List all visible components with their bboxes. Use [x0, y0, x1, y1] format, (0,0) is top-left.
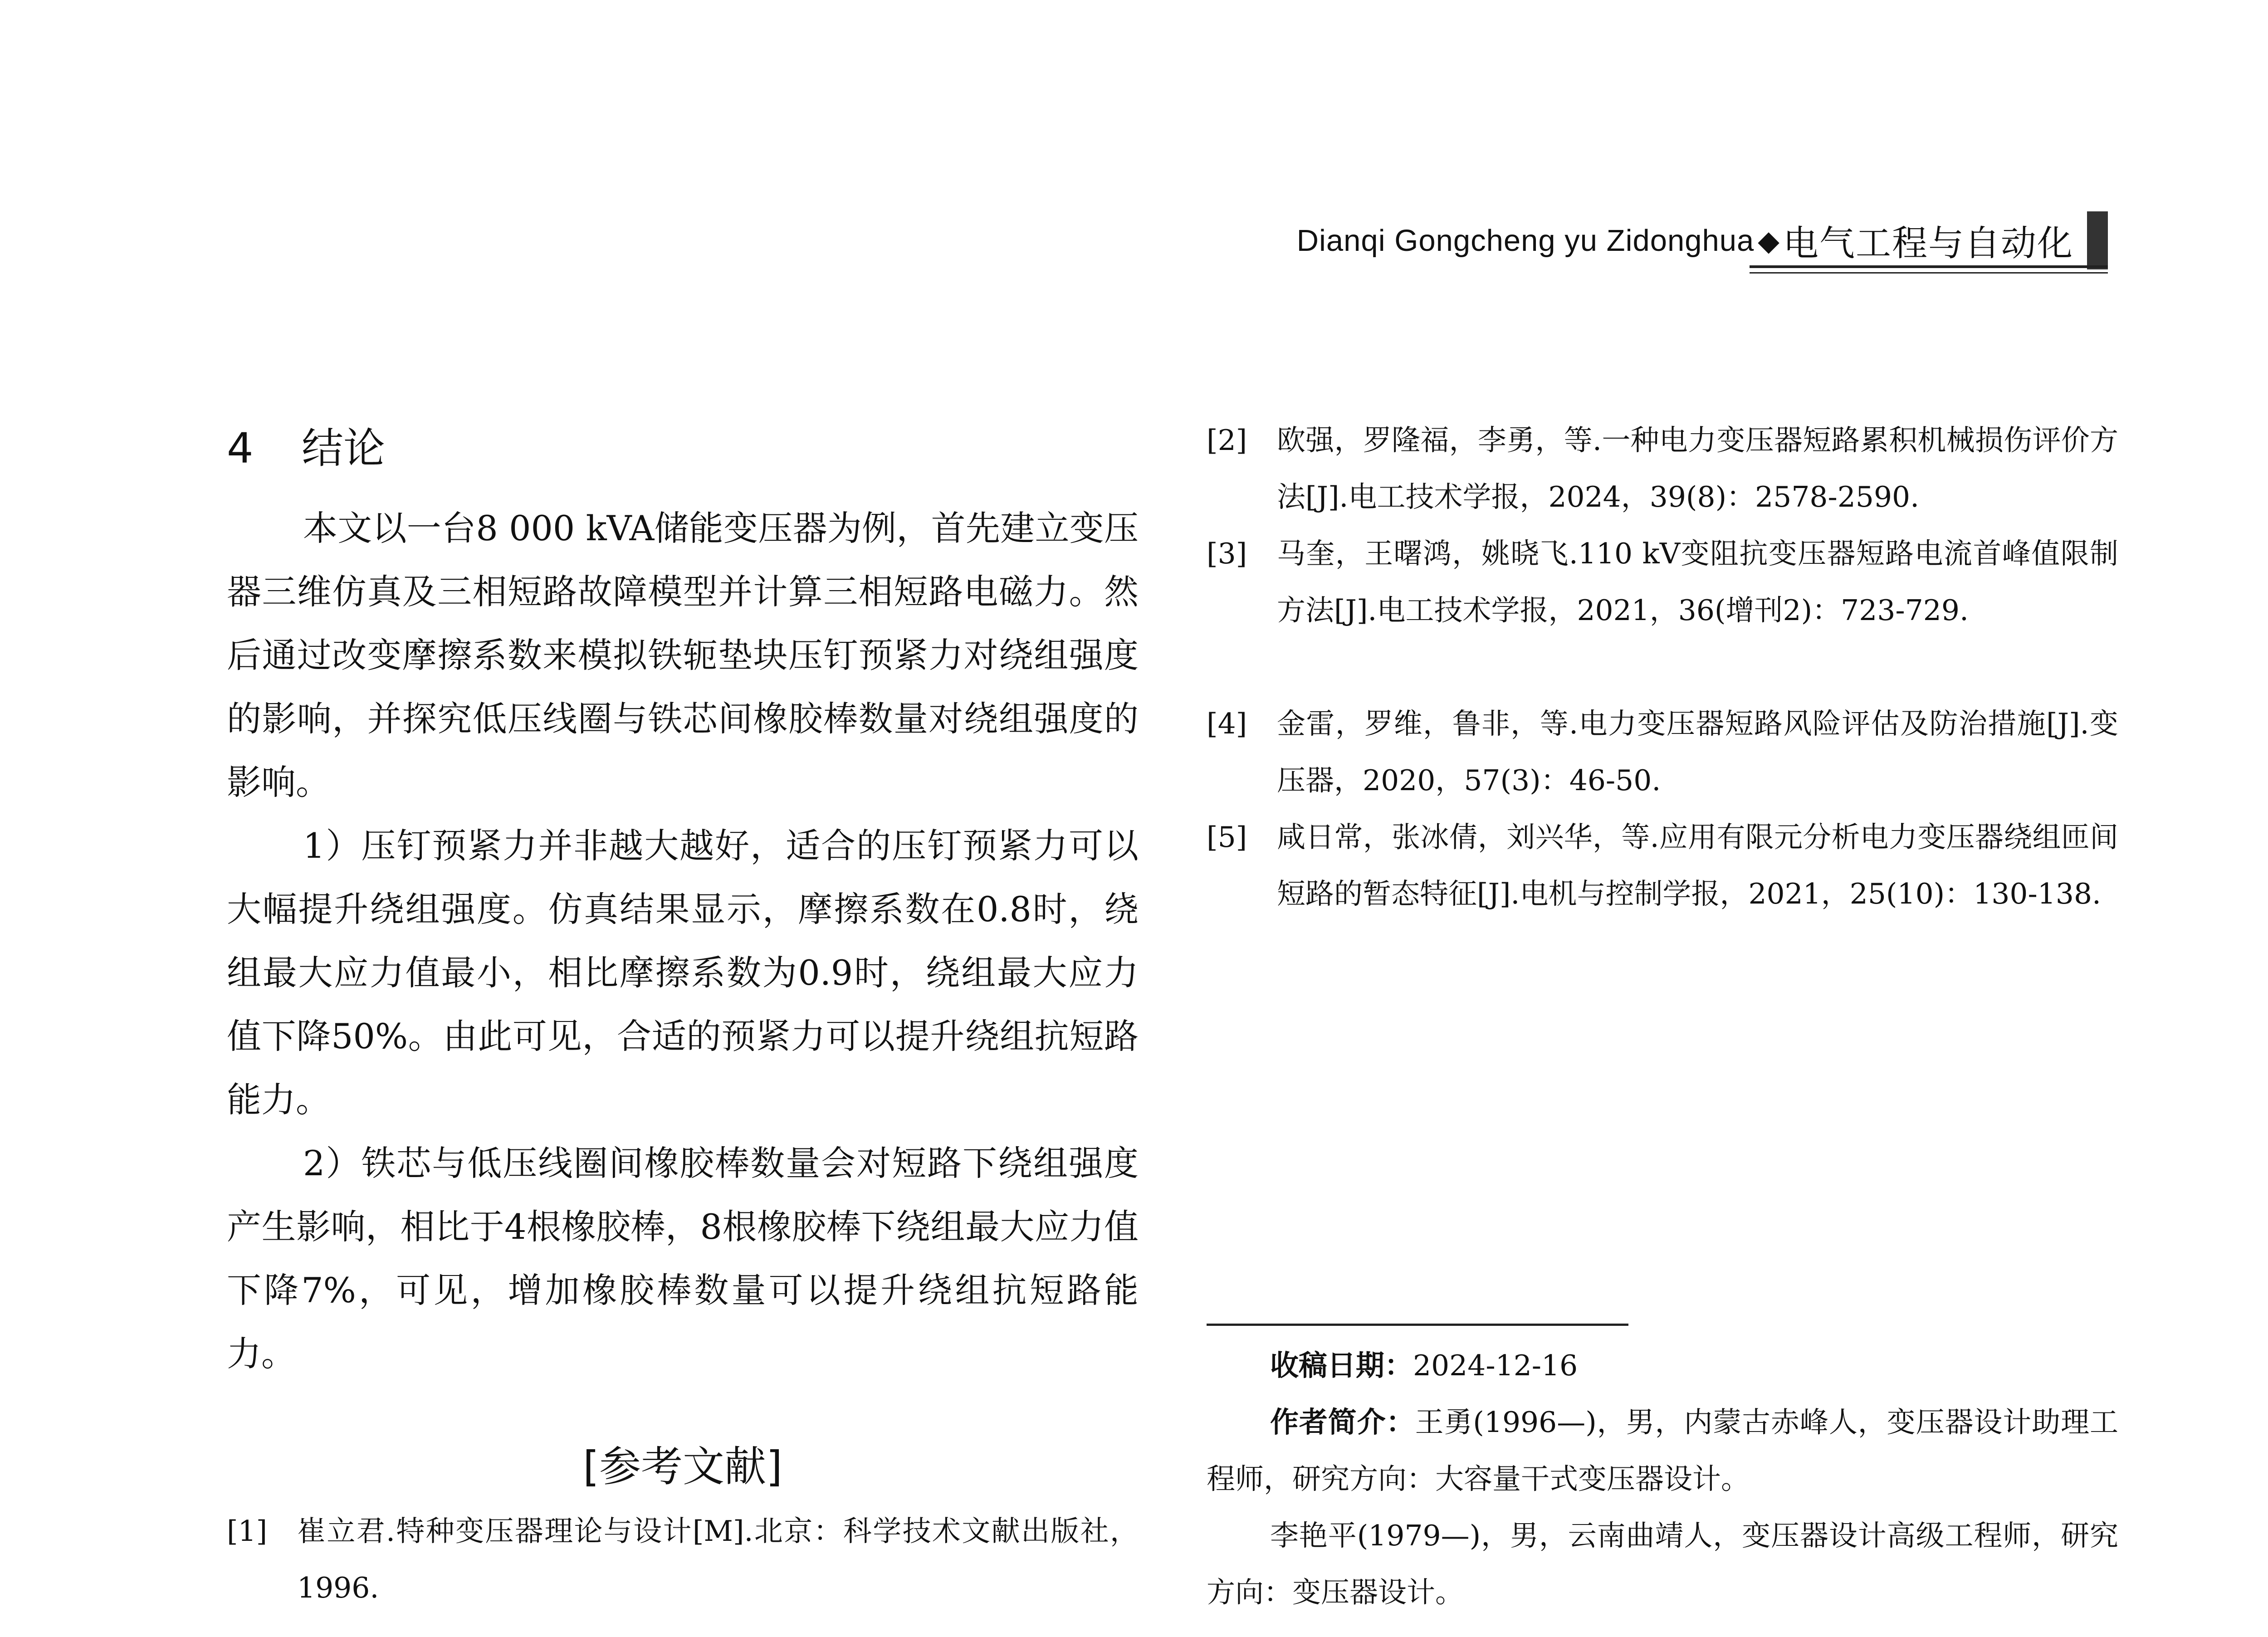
reference-item: [227, 1503, 1139, 1616]
header-rule-thin: [1750, 272, 2108, 274]
reference-number: [2]: [1207, 424, 1247, 457]
reference-item: [1207, 695, 2118, 809]
author-bio-1: [1207, 1394, 2118, 1507]
conclusion-paragraph-1: 1）压钉预紧力并非越大越好，适合的压钉预紧力可以大幅提升绕组强度。仿真结果显示，摩擦系数在0.8时，绕组最大应力值最小，相比摩擦系数为0.9时，绕组最大应力值下降50%。由此可见，合适的预紧力可以提升绕组抗短路能力。: [227, 826, 1139, 1120]
reference-item: [1207, 525, 2118, 639]
conclusion-paragraph-intro: 本文以一台8 000 kVA储能变压器为例，首先建立变压器三维仿真及三相短路故障模型并计算三相短路电磁力。然后通过改变摩擦系数来模拟铁轭垫块压钉预紧力对绕组强度的影响，并探究低压线圈与铁芯间橡胶棒数量对绕组强度的影响。: [227, 508, 1139, 802]
reference-item: [1207, 412, 2118, 525]
received-date: [1207, 1337, 2118, 1394]
reference-text: 马奎，王曙鸿，姚晓飞.110 kV变阻抗变压器短路电流首峰值限制方法[J].电工技术学报，2021，36(增刊2)：723-729.: [1277, 537, 2118, 627]
section-heading: [227, 415, 385, 475]
section-number: 4: [227, 424, 254, 473]
received-value: 2024-12-16: [1413, 1349, 1578, 1382]
author-bio-2: 李艳平(1979—)，男，云南曲靖人，变压器设计高级工程师，研究方向：变压器设计。: [1207, 1519, 2118, 1609]
author-label: 作者简介：: [1270, 1406, 1415, 1439]
section-title: 结论: [302, 424, 386, 473]
header-rule-thick: [1750, 265, 2108, 268]
diamond-icon: ◆: [1758, 224, 1779, 257]
author-bio-1-text: 王勇(1996—)，男，内蒙古赤峰人，变压器设计助理工程师，研究方向：大容量干式变压器设计。: [1207, 1406, 2118, 1495]
running-header: [1297, 213, 2108, 268]
reference-number: [5]: [1207, 821, 1247, 854]
reference-text: 崔立君.特种变压器理论与设计[M].北京：科学技术文献出版社，1996.: [297, 1515, 1139, 1604]
footnote-rule: [1207, 1324, 1628, 1326]
reference-number: [1]: [227, 1515, 268, 1548]
journal-name-chinese: 电气工程与自动化: [1783, 223, 2073, 264]
reference-item: [1207, 809, 2118, 922]
header-block-bar: [2087, 211, 2108, 269]
journal-name-latin: Dianqi Gongcheng yu Zidonghua: [1296, 223, 1755, 258]
references-heading: [参考文献]: [583, 1442, 782, 1491]
reference-text: 金雷，罗维，鲁非，等.电力变压器短路风险评估及防治措施[J].变压器，2020，57(3)：46-50.: [1277, 707, 2118, 797]
received-label: 收稿日期：: [1270, 1349, 1413, 1382]
reference-number: [4]: [1207, 707, 1247, 740]
reference-number: [3]: [1207, 537, 1247, 570]
reference-text: 咸日常，张冰倩，刘兴华，等.应用有限元分析电力变压器绕组匝间短路的暂态特征[J].电机与控制学报，2021，25(10)：130-138.: [1277, 821, 2118, 910]
conclusion-paragraph-2: 2）铁芯与低压线圈间橡胶棒数量会对短路下绕组强度产生影响，相比于4根橡胶棒，8根橡胶棒下绕组最大应力值下降7%，可见，增加橡胶棒数量可以提升绕组抗短路能力。: [227, 1143, 1139, 1374]
reference-text: 欧强，罗隆福，李勇，等.一种电力变压器短路累积机械损伤评价方法[J].电工技术学报，2024，39(8)：2578-2590.: [1277, 424, 2118, 513]
